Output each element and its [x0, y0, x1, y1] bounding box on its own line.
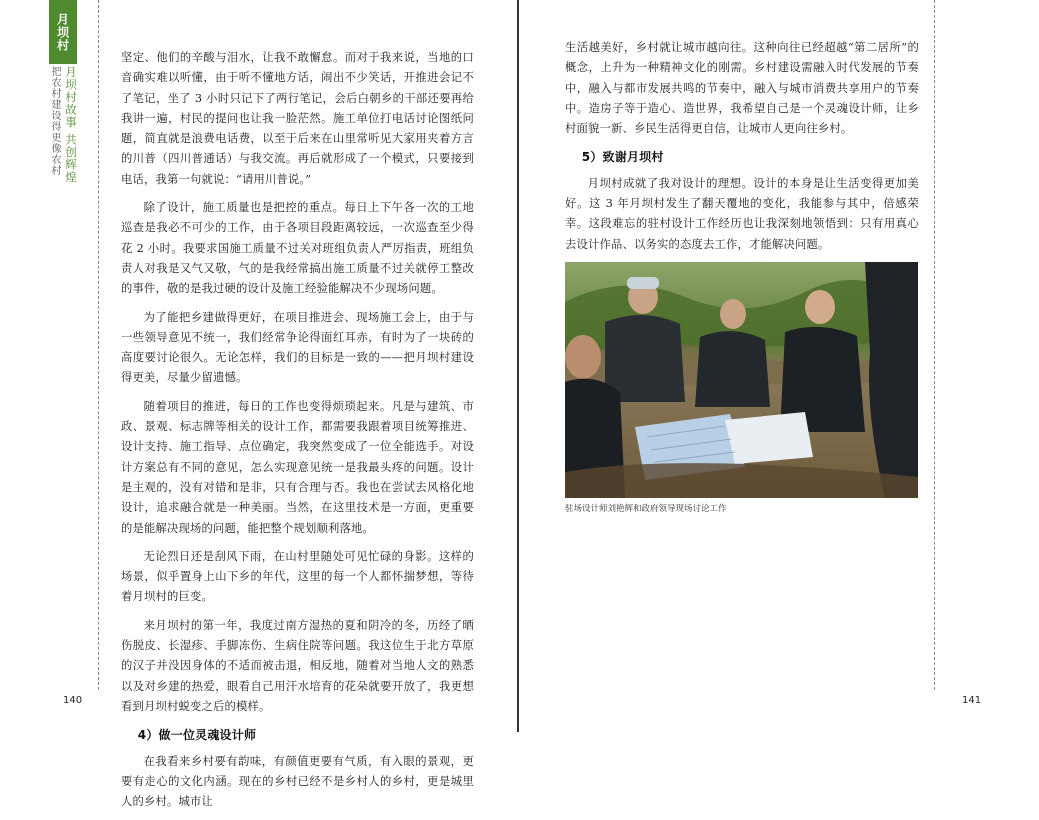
left-page	[0, 0, 518, 809]
chapter-title: 月坝村故事 共创辉煌	[64, 66, 78, 184]
chapter-banner: 月坝村	[49, 0, 77, 64]
section-heading: 4）做一位灵魂设计师	[137, 728, 257, 743]
paragraph: 无论烈日还是刮风下雨，在山村里随处可见忙碌的身影。这样的场景，似乎置身上山下乡的年代，这里的每一个人都怀揣梦想，等待着月坝村的巨变。	[121, 549, 474, 604]
paragraph: 为了能把乡建做得更好，在项目推进会、现场施工会上，由于与一些领导意见不统一，我们经常争论得面红耳赤，有时为了一块砖的高度要讨论很久。无论怎样，我们的目标是一致的——把月坝村建设得更美，尽量少留遗憾。	[121, 310, 474, 385]
paragraph: 坚定、他们的辛酸与泪水，让我不敢懈怠。而对于我来说，当地的口音确实难以听懂，由于听不懂地方话，闹出不少笑话，开推进会记不了笔记，坐了 3 小时只记下了两行笔记，会后白朝乡的干部还要再给我讲一遍，村民的提问也让我一脸茫然。施工单位打电话讨论图纸问题，简直就是浪费电话费，以至于后来在山里常听见大家用夹着方言的川普（四川普通话）与我交流。再后就形成了一个模式，只要接到电话，我第一句就说：“请用川普说。”	[121, 51, 474, 186]
chapter-subtitle: 把农村建设得更像农村	[49, 66, 60, 176]
paragraph: 随着项目的推进，每日的工作也变得烦琐起来。凡是与建筑、市政、景观、标志牌等相关的设计工作，都需要我跟着项目统筹推进、设计支持、施工指导、点位确定，我突然变成了一位全能选手。对设计方案总有不同的意见，怎么实现意见统一是我最头疼的问题。设计是主观的，没有对错和是非，只有合理与否。我也在尝试去风格化地设计，追求融合就是一种美丽。当然，在这里技术是一方面，更重要的是能解决现场的问题，能把整个规划顺利落地。	[121, 399, 474, 535]
paragraph: 来月坝村的第一年，我度过南方湿热的夏和阴冷的冬，历经了晒伤脱皮、长湿疹、手脚冻伤、生病住院等问题。我这位生于北方草原的汉子并没因身体的不适而被击退，相反地，随着对当地人文的熟悉以及对乡建的热爱，眼看自己用汗水培育的花朵就要开放了，我更想看到月坝村蜕变之后的模样。	[121, 618, 474, 713]
paragraph: 除了设计，施工质量也是把控的重点。每日上下午各一次的工地巡查是我必不可少的工作，由于各项目段距离较远，一次巡查至少得花 2 小时。我要求国施工质量不过关对班组负责人严厉指责，班组负责人对我是又气又敬，气的是我经常搞出施工质量不过关就停工整改的事件，敬的是我过硬的设计及施工经验能解决不少现场问题。	[121, 201, 474, 296]
section-heading: 5）致谢月坝村	[581, 150, 664, 165]
margin-guide	[98, 0, 99, 690]
site-discussion-photo	[565, 262, 918, 498]
paragraph: 月坝村成就了我对设计的理想。设计的本身是让生活变得更加美好。这 3 年月坝村发生了翻天覆地的变化，我能参与其中，倍感荣幸。这段难忘的驻村设计工作经历也让我深刻地领悟到：只有用真心去设计作品、以务实的态度去工作，才能解决问题。	[565, 176, 919, 251]
photo-caption: 驻场设计师刘艳辉和政府领导现场讨论工作	[565, 504, 727, 514]
paragraph: 在我看来乡村要有韵味，有颜值更要有气质，有入眼的景观，更要有走心的文化内涵。现在的乡村已经不是乡村人的乡村，更是城里人的乡村。城市让	[121, 754, 474, 809]
paragraph: 生活越美好，乡村就让城市越向往。这种向往已经超越“第二居所”的概念，上升为一种精神文化的刚需。乡村建设需融入时代发展的节奏中，融入与都市发展共鸣的节奏中，融入与城市消费共享用户的节奏中。造房子等于造心、造世界，我希望自己是一个灵魂设计师，让乡村面貌一新、乡民生活得更自信，让城市人更向往乡村。	[565, 41, 919, 136]
book-gutter	[517, 0, 519, 732]
page-number: 140	[63, 695, 83, 706]
right-text-column	[565, 38, 919, 263]
page-number: 141	[962, 695, 982, 706]
left-text-column	[121, 48, 474, 820]
